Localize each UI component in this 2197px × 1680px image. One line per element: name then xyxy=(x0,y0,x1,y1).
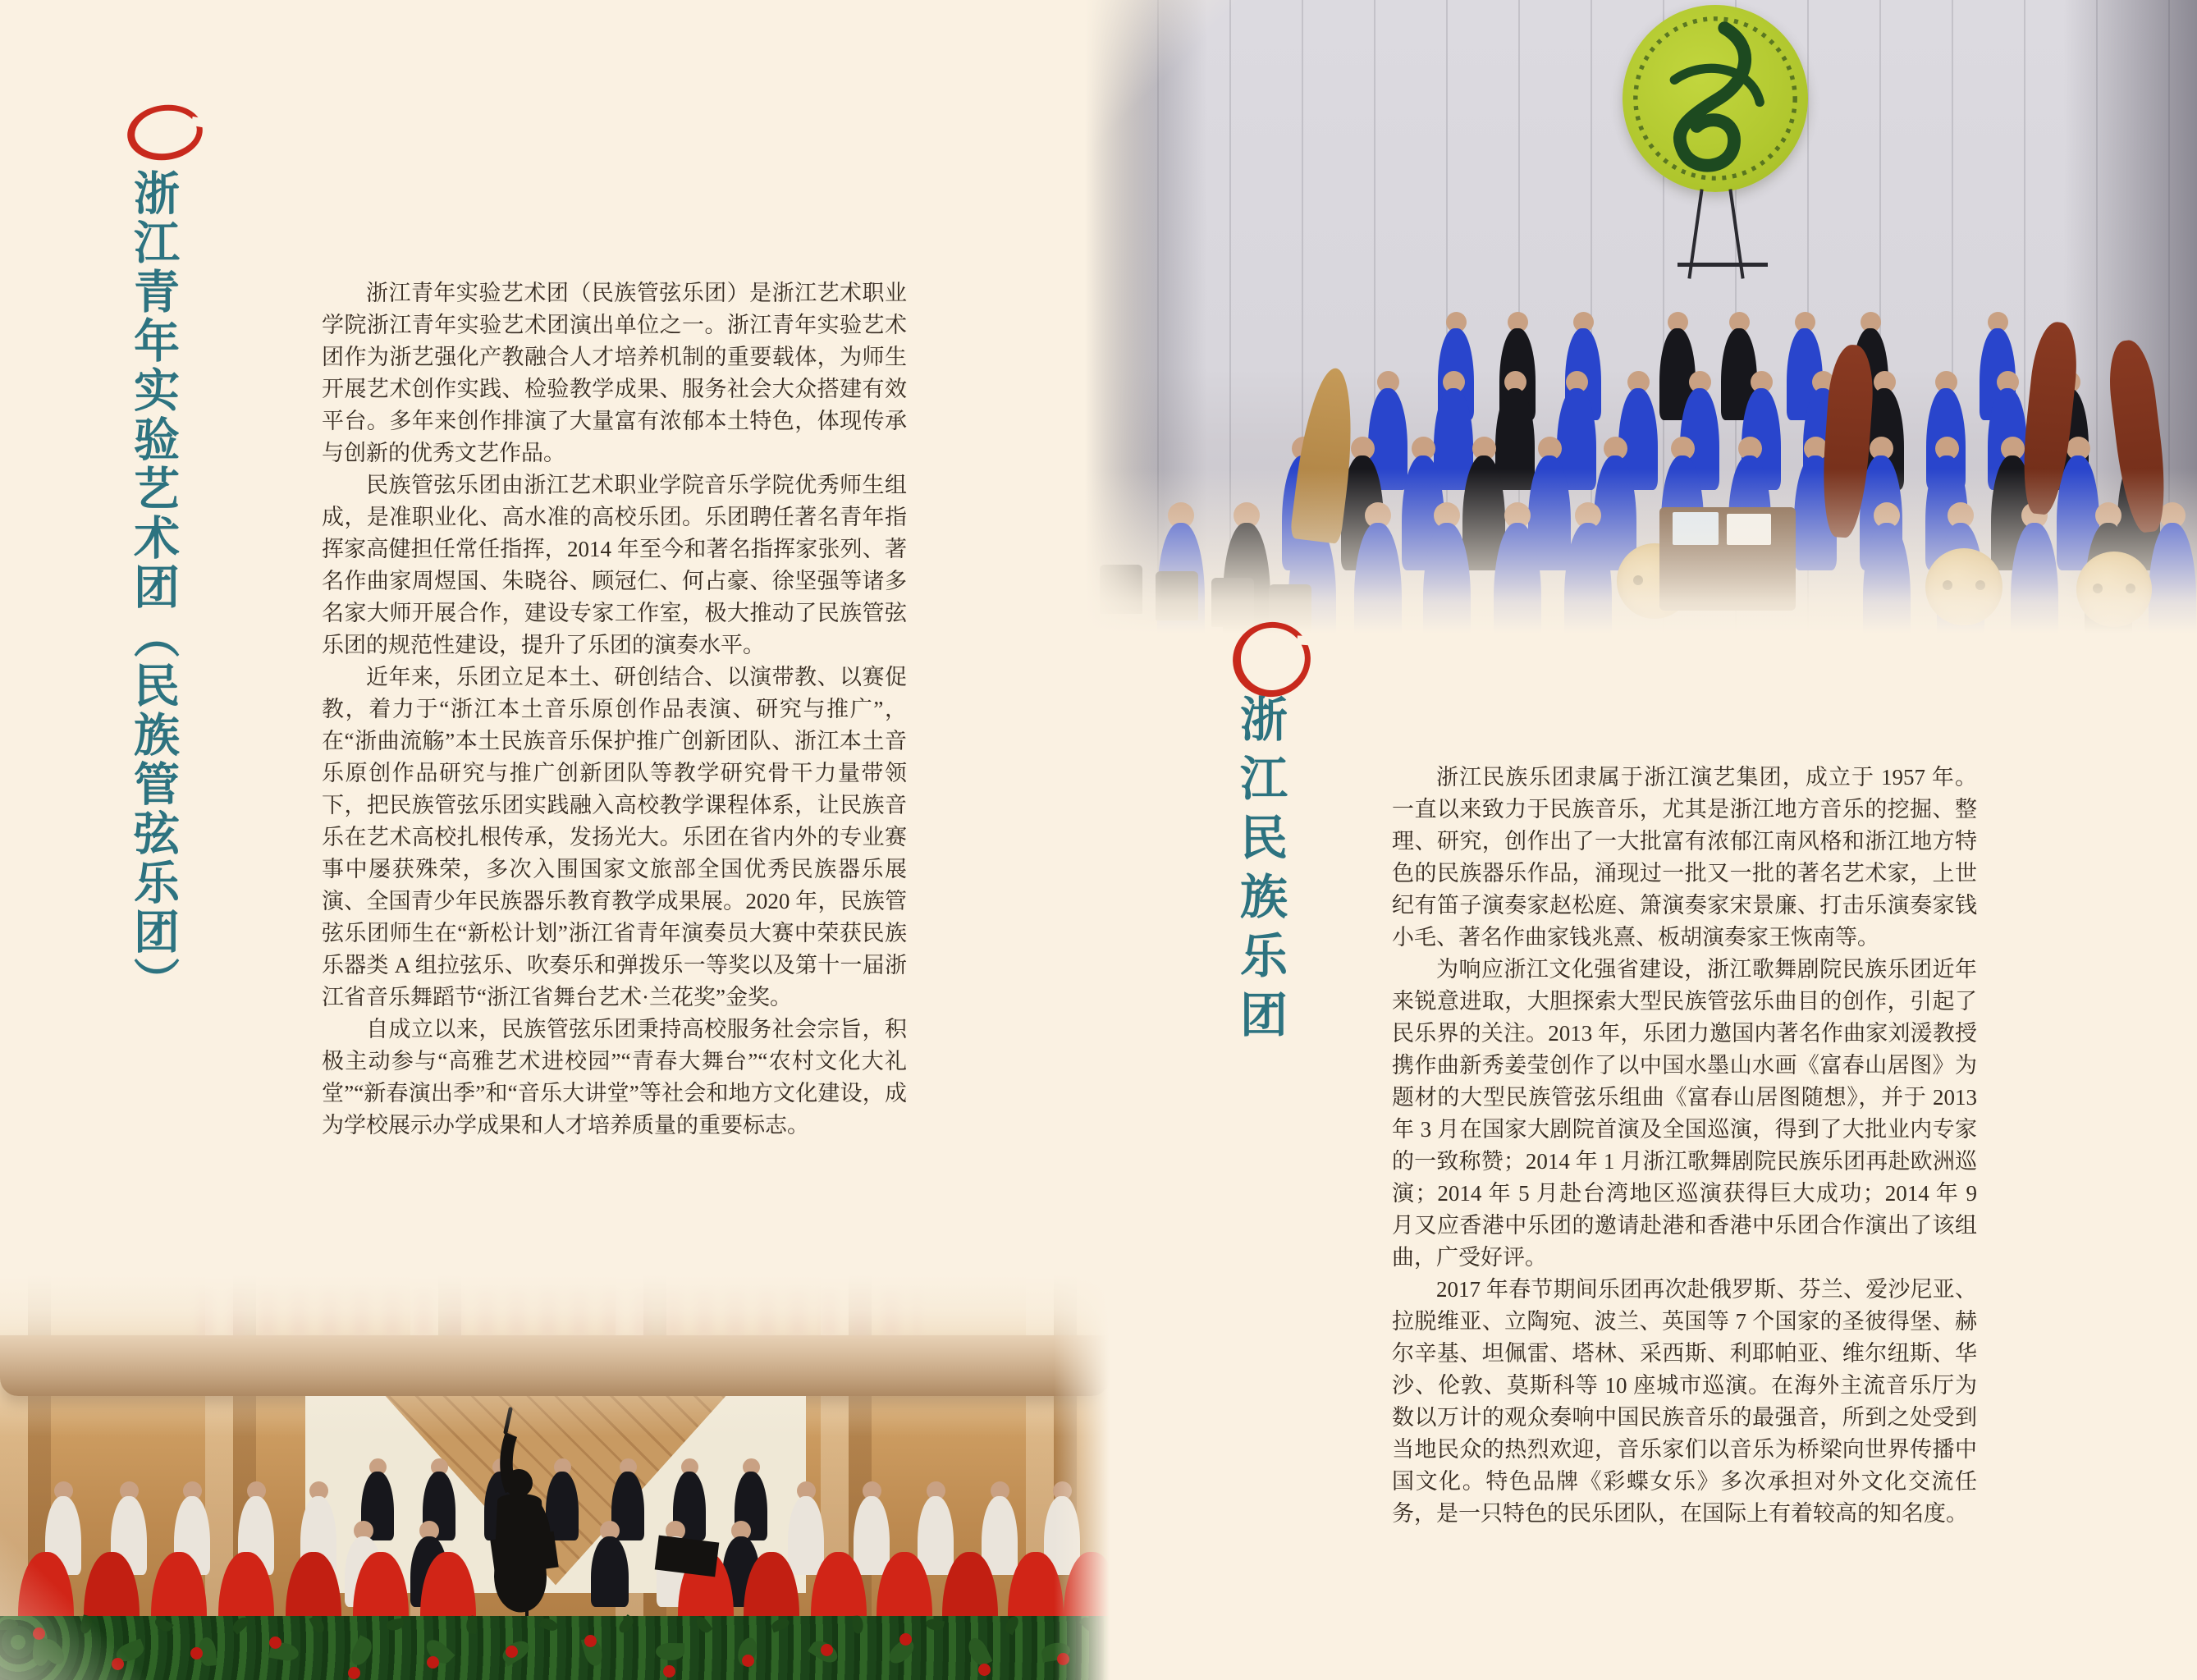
red-flower-icon xyxy=(506,1646,518,1658)
body-paragraph: 浙江民族乐团隶属于浙江演艺集团，成立于 1957 年。一直以来致力于民族音乐，尤其是浙江地方音乐的挖掘、整理、研究，创作出了一大批富有浓郁江南风格和浙江地方特色的民族器乐作品，涌现过一批又一批的著名艺术家，上世纪有笛子演奏家赵松庭、箫演奏家宋景廉、打击乐演奏家钱小毛、著名作曲家钱兆熹、板胡演奏家王恢南等。 xyxy=(1392,765,1977,950)
logo-stand xyxy=(1678,263,1768,267)
red-brush-circle-icon xyxy=(124,100,206,165)
person-figure xyxy=(788,1496,824,1575)
treble-clef-glyph xyxy=(1623,5,1808,192)
right-page-body xyxy=(1392,762,1977,1530)
sheet-music xyxy=(1727,514,1771,545)
red-flower-icon xyxy=(663,1665,675,1678)
empty-chair xyxy=(1100,565,1142,614)
person-figure xyxy=(591,1536,629,1607)
person-figure xyxy=(1434,388,1473,490)
person-figure xyxy=(2011,523,2058,634)
person-figure xyxy=(854,1496,890,1575)
leaf-icon xyxy=(465,1615,478,1634)
red-flower-icon xyxy=(821,1644,833,1656)
red-flower-icon xyxy=(190,1647,203,1659)
red-flower-icon xyxy=(978,1664,991,1676)
body-paragraph: 近年来，乐团立足本土、研创结合、以演带教、以赛促教，着力于“浙江本土音乐原创作品表演、研究与推广”，在“浙曲流觞”本土民族音乐保护推广创新团队、浙江本土音乐原创作品研究与推广创新团队等教学研究骨干力量带领下，把民族管弦乐团实践融入高校教学课程体系，让民族音乐在艺术高校扎根传承，发扬光大。乐团在省内外的专业赛事中屡获殊荣，多次入围国家文旅部全国优秀民族器乐展演、全国青少年民族器乐教育教学成果展。2020 年，民族管弦乐团师生在“新松计划”浙江省青年演奏员大赛中荣获民族乐器类 A 组拉弦乐、吹奏乐和弹拨乐一等奖以及第十一届浙江省音乐舞蹈节“浙江省舞台艺术·兰花奖”金奖。 xyxy=(322,665,907,1009)
empty-chair xyxy=(1156,571,1198,620)
red-flower-icon xyxy=(1057,1653,1069,1665)
body-paragraph: 浙江青年实验艺术团（民族管弦乐团）是浙江艺术职业学院浙江青年实验艺术团演出单位之一。浙江青年实验艺术团作为浙艺强化产教融合人才培养机制的重要载体，为师生开展艺术创作实践、检验教学成果、服务社会大众搭建有效平台。多年来创作排演了大量富有浓郁本土特色，体现传承与创新的优秀文艺作品。 xyxy=(322,281,907,465)
ruan-instrument-icon xyxy=(2076,552,2152,627)
red-flower-icon xyxy=(269,1637,281,1649)
person-figure xyxy=(2149,523,2196,634)
red-flower-icon xyxy=(584,1635,597,1647)
person-figure xyxy=(1863,523,1911,634)
hall-beam xyxy=(0,1335,1110,1396)
body-paragraph: 为响应浙江文化强省建设，浙江歌舞剧院民族乐团近年来锐意进取，大胆探索大型民族管弦乐曲目的创作，引起了民乐界的关注。2013 年，乐团力邀国内著名作曲家刘湲教授携作曲新秀姜莹创作了以中国水墨山水画《富春山居图》为题材的大型民族管弦乐组曲《富春山居图随想》，并于 2013 年 3 月在国家大剧院首演及全国巡演，得到了大批业内专家的一致称赞；2014 年 1 月浙江歌舞剧院民族乐团再赴欧洲巡演；2014 年 5 月赴台湾地区巡演获得巨大成功；2014 年 9 月又应香港中乐团的邀请赴港和香港中乐团合作演出了该组曲，广受好评。 xyxy=(1392,957,1977,1270)
person-figure xyxy=(918,1496,954,1575)
red-flower-icon xyxy=(899,1633,912,1646)
body-paragraph: 2017 年春节期间乐团再次赴俄罗斯、芬兰、爱沙尼亚、拉脱维亚、立陶宛、波兰、英国等 7 个国家的圣彼得堡、赫尔辛基、坦佩雷、塔林、采西斯、利耶帕亚、维尔纽斯、华沙、伦敦、莫斯科等 10 座城市巡演。在海外主流音乐厅为数以万计的观众奏响中国民族音乐的最强音，所到之处受到当地民众的热烈欢迎，音乐家们以音乐为桥梁向世界传播中国文化。特色品牌《彩蝶女乐》多次承担对外文化交流任务，是一只特色的民乐团队，在国际上有着较高的知名度。 xyxy=(1392,1277,1977,1526)
red-flower-icon xyxy=(427,1656,439,1669)
left-page-body xyxy=(322,277,907,1142)
leaf-icon xyxy=(656,1643,684,1661)
body-paragraph: 自成立以来，民族管弦乐团秉持高校服务社会宗旨，积极主动参与“高雅艺术进校园”“青春大舞台”“农村文化大礼堂”“新春演出季”和“音乐大讲堂”等社会和地方文化建设，成为学校展示办学成果和人才培养质量的重要标志。 xyxy=(322,1017,907,1138)
empty-chair xyxy=(1211,578,1254,627)
person-figure xyxy=(1354,523,1402,634)
sheet-music xyxy=(1673,512,1719,545)
red-flower-icon xyxy=(742,1655,754,1667)
ruan-instrument-icon xyxy=(1925,548,2002,625)
left-page-photo xyxy=(0,1275,1110,1680)
right-page-photo xyxy=(1085,0,2197,634)
left-page-title: 浙江青年实验艺术团（民族管弦乐团） xyxy=(127,169,178,1006)
red-flower-icon xyxy=(348,1667,360,1679)
right-page-title: 浙江民族乐团 xyxy=(1233,694,1286,1049)
festival-logo xyxy=(1623,5,1808,192)
blurred-banner xyxy=(197,1288,919,1335)
red-flower-icon xyxy=(33,1627,45,1640)
body-paragraph: 民族管弦乐团由浙江艺术职业学院音乐学院优秀师生组成，是准职业化、高水准的高校乐团。乐团聘任著名青年指挥家高健担任常任指挥，2014 年至今和著名指挥家张列、著名作曲家周煜国、朱晓谷、顾冠仁、何占豪、徐坚强等诸多名家大师开展合作，建设专家工作室，极大推动了民族管弦乐团的规范性建设，提升了乐团的演奏水平。 xyxy=(322,473,907,657)
red-flower-icon xyxy=(112,1658,124,1670)
music-stand xyxy=(655,1536,720,1577)
person-figure xyxy=(1495,388,1535,490)
